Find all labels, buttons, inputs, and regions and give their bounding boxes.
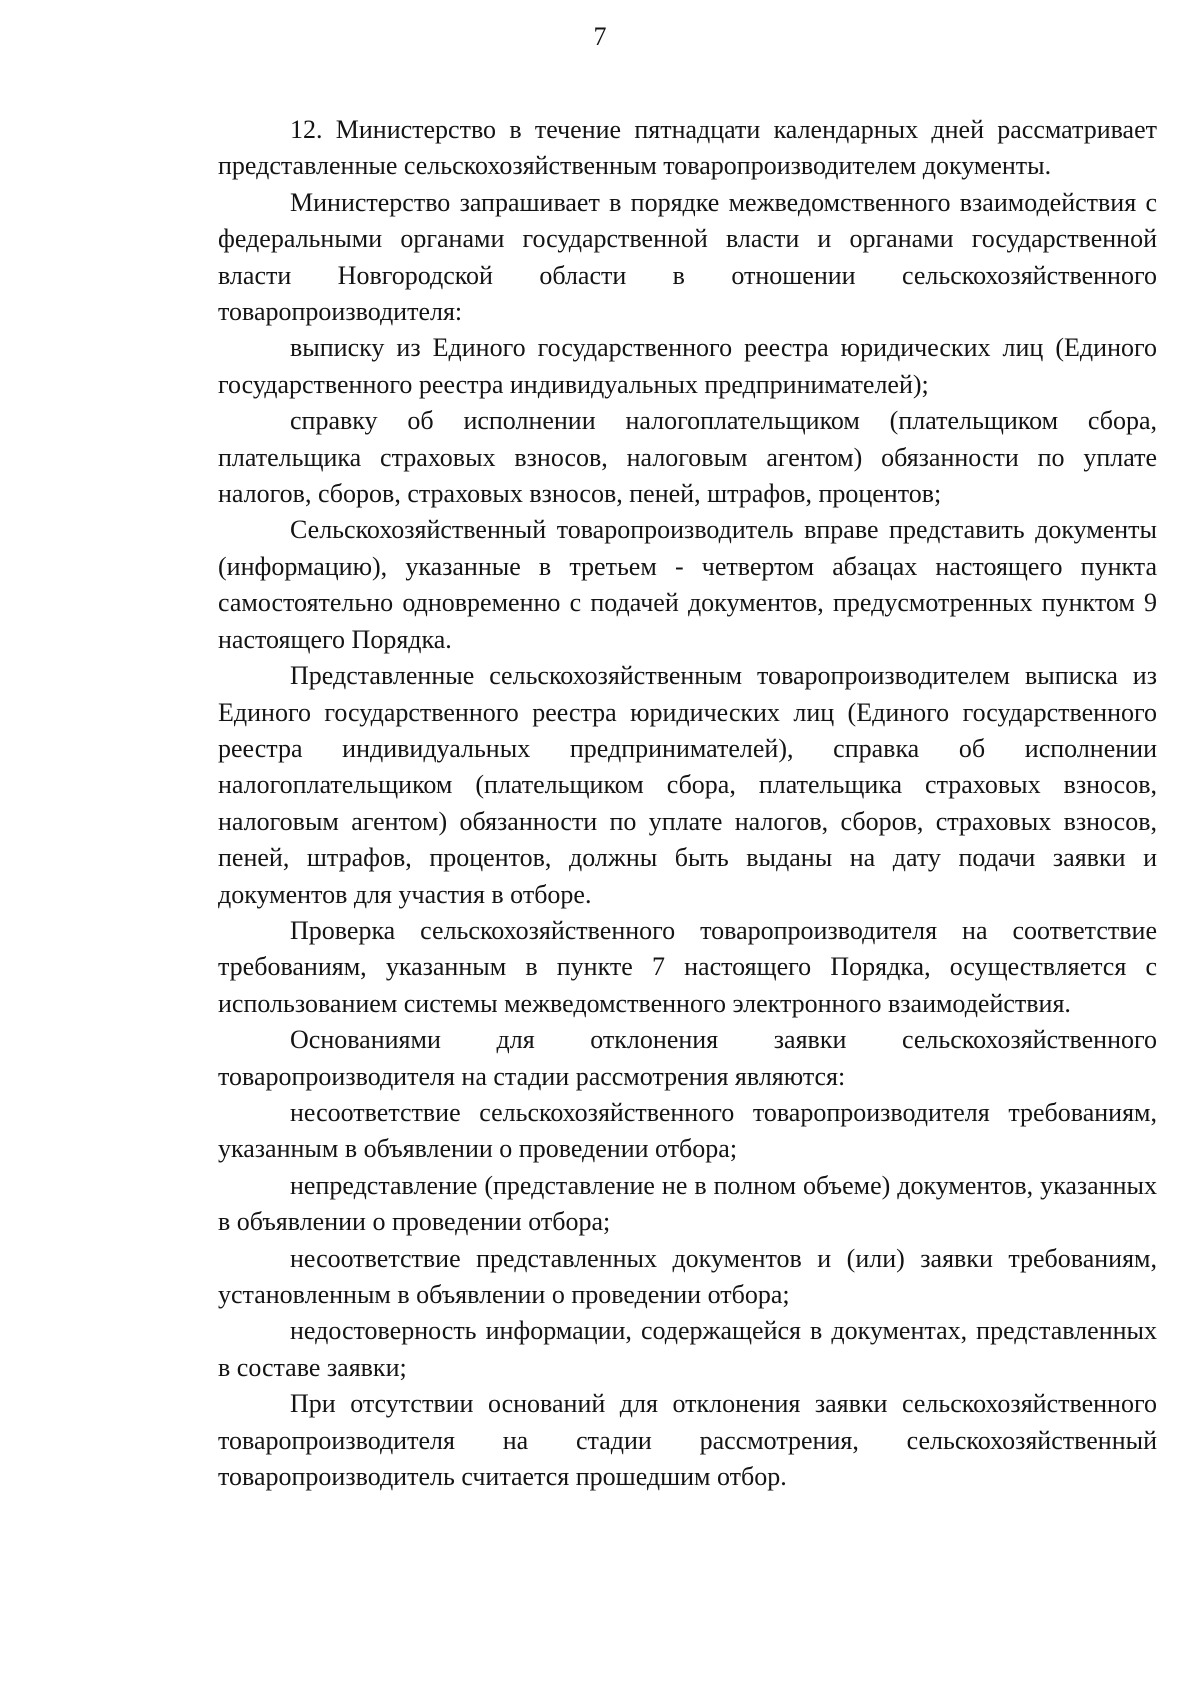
paragraph-rejection-grounds-intro: Основаниями для отклонения заявки сельскохозяйственного товаропроизводителя на стадии рассмотрения являются: xyxy=(218,1025,1157,1091)
paragraph-rejection-ground-invalid-docs: несоответствие представленных документов и (или) заявки требованиям, установленным в объявлении о проведении отбора; xyxy=(218,1243,1157,1309)
paragraph-tax-certificate: справку об исполнении налогоплательщиком (плательщиком сбора, плательщика страховых взносов, налоговым агентом) обязанности по уплате налогов, сборов, страховых взносов, пеней, штрафов, процентов; xyxy=(218,406,1157,509)
paragraph-document-date-requirement: Представленные сельскохозяйственным товаропроизводителем выписка из Единого государственного реестра юридических лиц (Единого государственного реестра индивидуальных предпринимателей), справка об исполнении налогоплательщиком (плательщиком сбора, плательщика страховых взносов, налоговым агентом) обязанности по уплате налогов, сборов, страховых взносов, пеней, штрафов, процентов, должны быть выданы на дату подачи заявки и документов для участия в отборе. xyxy=(218,661,1157,909)
page-number: 7 xyxy=(593,22,607,51)
paragraph-item-12-review-period: 12. Министерство в течение пятнадцати календарных дней рассматривает представленные сельскохозяйственным товаропроизводителем документы. xyxy=(218,115,1157,181)
paragraph-rejection-ground-noncompliance: несоответствие сельскохозяйственного товаропроизводителя требованиям, указанным в объявлении о проведении отбора; xyxy=(218,1097,1157,1164)
paragraph-compliance-check: Проверка сельскохозяйственного товаропроизводителя на соответствие требованиям, указанным в пункте 7 настоящего Порядка, осуществляется с использованием системы межведомственного электронного взаимодействия. xyxy=(218,915,1157,1018)
document-body xyxy=(218,112,1157,1495)
paragraph-self-submission-right: Сельскохозяйственный товаропроизводитель вправе представить документы (информацию), указанные в третьем - четвертом абзацах настоящего пункта самостоятельно одновременно с подачей документов, предусмотренных пунктом 9 настоящего Порядка. xyxy=(218,515,1157,654)
paragraph-interagency-request: Министерство запрашивает в порядке межведомственного взаимодействия с федеральными органами государственной власти и органами государственной власти Новгородской области в отношении сельскохозяйственного товаропроизводителя: xyxy=(218,187,1157,327)
paragraph-selection-passed: При отсутствии оснований для отклонения заявки сельскохозяйственного товаропроизводителя на стадии рассмотрения, сельскохозяйственный товаропроизводитель считается прошедшим отбор. xyxy=(218,1389,1157,1492)
paragraph-rejection-ground-missing-docs: непредставление (представление не в полном объеме) документов, указанных в объявлении о проведении отбора; xyxy=(218,1170,1157,1237)
paragraph-registry-extract: выписку из Единого государственного реестра юридических лиц (Единого государственного реестра индивидуальных предпринимателей); xyxy=(218,333,1157,399)
paragraph-rejection-ground-false-info: недостоверность информации, содержащейся в документах, представленных в составе заявки; xyxy=(218,1316,1157,1382)
